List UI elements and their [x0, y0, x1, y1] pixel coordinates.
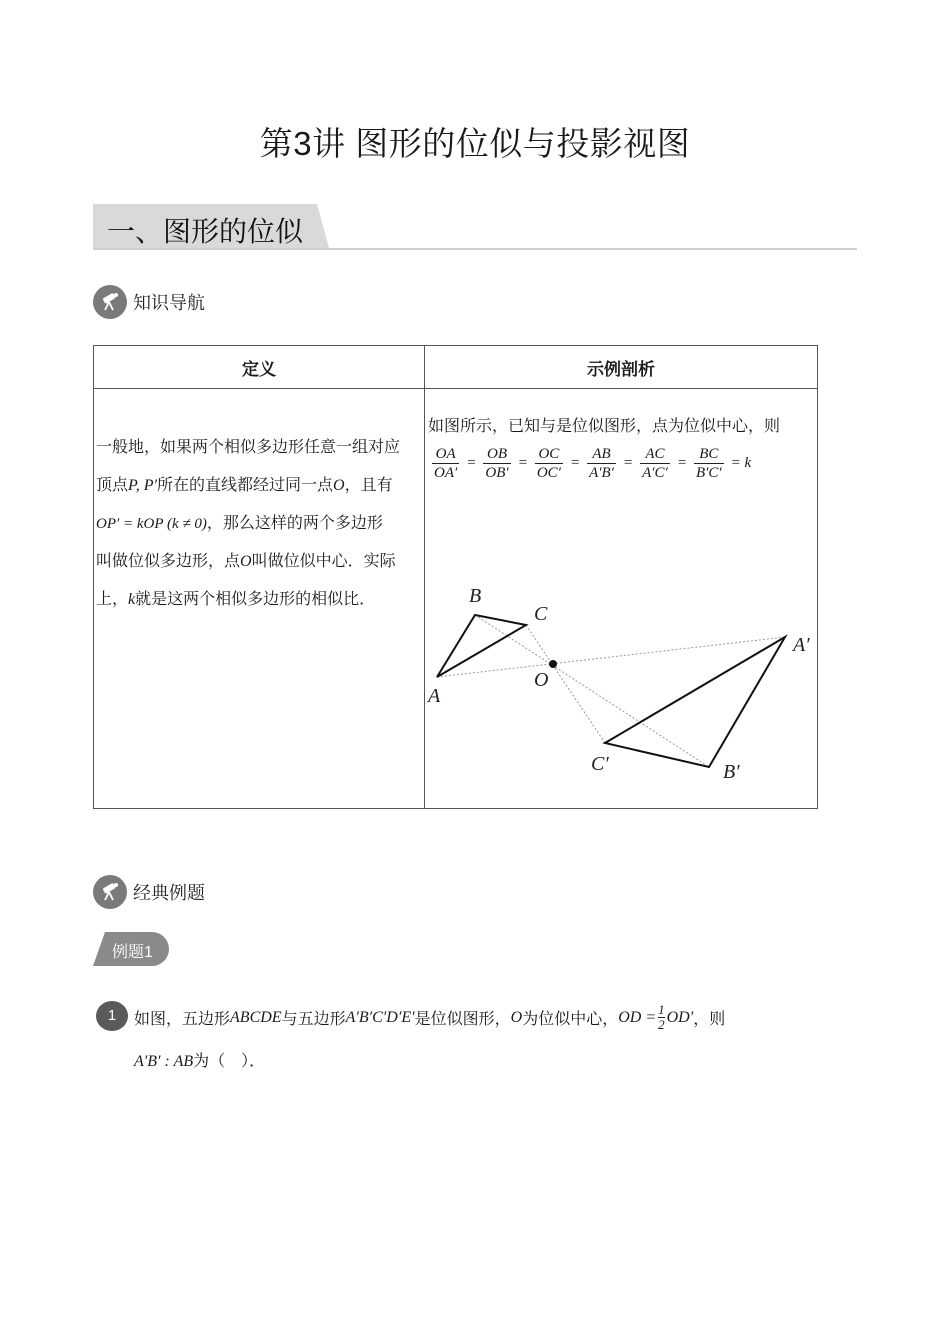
question-line-1 — [134, 1003, 725, 1032]
def-text: 顶点 — [96, 477, 129, 494]
q-text: ，则 — [693, 1011, 726, 1028]
equals-sign: = — [622, 455, 634, 471]
q-text: 是位似图形， — [414, 1011, 511, 1028]
math-odp: OD′ — [666, 1008, 694, 1026]
fraction-half: $\frac{1}{2}$ — [658, 1002, 665, 1032]
label-B-prime: B′ — [723, 761, 740, 783]
equals-sign: = — [517, 455, 528, 471]
def-line-3 — [96, 505, 416, 543]
label-C-prime: C′ — [591, 753, 609, 775]
knowledge-nav-label: 知识导航 — [133, 293, 205, 313]
dotted-line-BB — [475, 615, 709, 767]
fraction: $\frac{BC}{B'C'}$ — [695, 446, 722, 481]
fraction: $\frac{OB}{OB'}$ — [485, 446, 509, 481]
def-line-1: 一般地，如果两个相似多边形任意一组对应 — [96, 439, 401, 456]
label-A-prime: A′ — [793, 634, 810, 656]
header-example: 示例剖析 — [425, 346, 818, 389]
def-text: 叫做位似中心．实际 — [251, 553, 396, 570]
def-text: 所在的直线都经过同一点 — [157, 477, 334, 494]
knowledge-nav-badge — [93, 285, 205, 319]
label-O: O — [534, 669, 549, 691]
math-poly1: ABCDE — [230, 1008, 282, 1026]
fraction: $\frac{OC}{OC'}$ — [536, 446, 561, 481]
example-tag — [93, 932, 169, 966]
math-P-prime: P′ — [143, 477, 158, 494]
dotted-line-AA — [437, 637, 785, 677]
classic-examples-label: 经典例题 — [133, 883, 205, 903]
q-text: 为（ ）． — [193, 1053, 266, 1070]
question-number: 1 — [96, 1001, 128, 1031]
math-O: O — [240, 553, 252, 570]
fraction: $\frac{AC}{A'C'}$ — [642, 446, 668, 481]
math-O: O — [333, 477, 345, 494]
equals-sign: = — [676, 455, 687, 471]
fraction: $\frac{OA}{OA'}$ — [434, 446, 458, 481]
def-text: 叫做位似多边形，点 — [96, 553, 241, 570]
math-sep: , — [135, 477, 144, 494]
math-ratio: A′B′ : AB — [134, 1053, 194, 1070]
section-header — [93, 204, 857, 250]
def-text: 就是这两个相似多边形的相似比． — [135, 591, 376, 608]
definition-text — [96, 429, 416, 619]
label-B: B — [469, 585, 482, 607]
question-line-2 — [134, 1048, 265, 1071]
def-text: ，那么这样的两个多边形 — [206, 515, 383, 532]
concept-table — [93, 345, 818, 809]
q-text: 如图，五边形 — [134, 1011, 231, 1028]
math-P: P — [128, 477, 136, 494]
fraction: $\frac{AB}{A'B'}$ — [589, 446, 614, 481]
section-title: 一、图形的位似 — [107, 216, 304, 247]
math-od: OD = — [618, 1008, 657, 1026]
definition-cell — [94, 389, 425, 809]
header-definition: 定义 — [94, 346, 425, 389]
def-line-2 — [96, 467, 416, 505]
classic-examples-badge — [93, 875, 205, 909]
page-title: 第3讲 图形的位似与投影视图 — [259, 125, 691, 162]
equals-sign: = — [569, 455, 581, 471]
label-C: C — [534, 603, 548, 625]
math-formula: OP′ = kOP (k ≠ 0) — [96, 516, 207, 532]
homothety-figure — [425, 389, 817, 809]
example-tag-label: 例题1 — [112, 944, 153, 961]
equals-sign: = — [466, 455, 477, 471]
q-text: 与五边形 — [281, 1011, 346, 1028]
def-text: 上， — [96, 591, 129, 608]
telescope-icon — [93, 285, 127, 319]
telescope-icon — [93, 875, 127, 909]
equals-k: = k — [730, 455, 752, 471]
def-line-4 — [96, 543, 416, 581]
example-text: 如图所示，已知与是位似图形，点为位似中心，则 — [428, 418, 781, 435]
triangle-ABC — [437, 615, 526, 677]
example-cell — [425, 389, 818, 809]
label-A: A — [428, 685, 441, 707]
q-text: 为位似中心， — [522, 1011, 619, 1028]
math-poly2: A′B′C′D′E′ — [345, 1008, 415, 1026]
def-text: ，且有 — [344, 477, 393, 494]
math-k: k — [128, 591, 136, 608]
triangle-ApBpCp — [605, 637, 785, 767]
math-center: O — [510, 1008, 523, 1026]
def-line-5 — [96, 581, 416, 619]
center-point-O — [549, 660, 557, 668]
